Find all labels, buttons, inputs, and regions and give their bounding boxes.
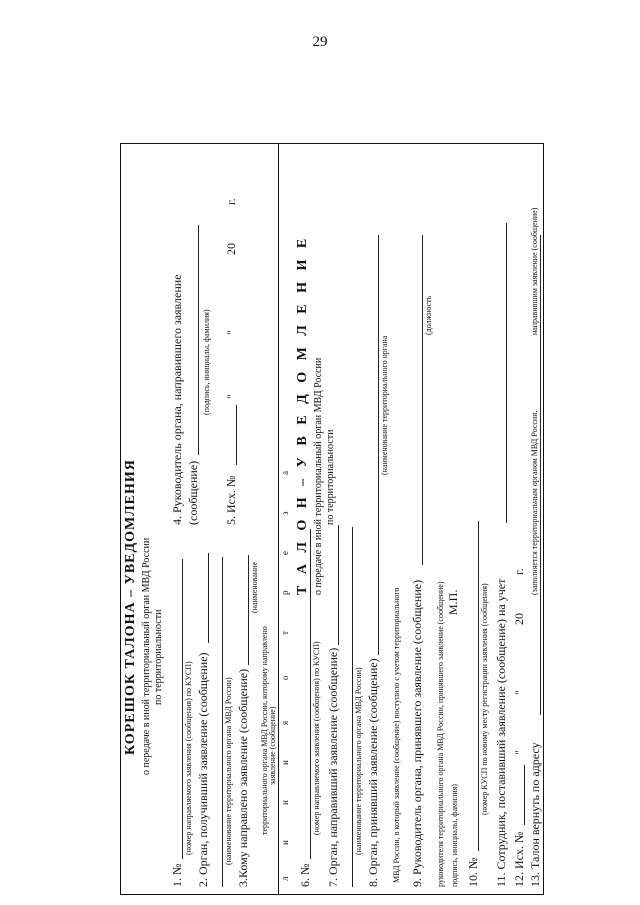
talon-field-9-note-b: руководителя территориального органа МВД России, принявшего заявление (сообщение) — [436, 581, 445, 887]
talon-field-6-line — [310, 529, 311, 859]
cut-letter: е — [280, 551, 290, 555]
cut-letter: о — [280, 675, 290, 680]
talon-field-8-note-a: (наименование территориального органа — [380, 335, 389, 475]
stub-field-5-line — [236, 405, 237, 465]
talon-field-6-note: (номер направляемого заявления (сообщения) по КУСП) — [312, 641, 321, 835]
stub-field-2: 2. Орган, получивший заявление (сообщение) — [196, 652, 210, 887]
talon-field-12: 12. Исх. № — [512, 831, 526, 887]
talon-subtitle2: по территориальности — [325, 429, 336, 525]
page-number: 29 — [312, 34, 328, 50]
cut-letter: и — [280, 840, 290, 845]
talon-field-12-g: г. — [512, 568, 526, 575]
cut-letter: н — [280, 800, 290, 805]
talon-field-6: 6. № — [298, 863, 312, 887]
talon-field-10-note: (номер КУСП по новому месту регистрации заявления (сообщения) — [480, 583, 489, 815]
stub-field-3-line — [248, 555, 249, 665]
stub-field-3-note-c: заявление (сообщение) — [268, 706, 277, 785]
talon-field-7-line — [338, 525, 339, 645]
stub-divider — [278, 143, 279, 895]
stub-field-4: 4. Руководитель органа, направившего заявление — [170, 274, 184, 525]
talon-field-7: 7. Орган, направивший заявление (сообщение) — [326, 647, 340, 887]
talon-title: Т А Л О Н – У В Е Д О М Л Е Н И Е — [295, 234, 310, 595]
stub-subtitle2: по территориальности — [153, 609, 164, 705]
talon-field-9-note-a: (должность — [424, 295, 433, 335]
stub-title: КОРЕШОК ТАЛОНА – УВЕДОМЛЕНИЯ — [123, 459, 138, 755]
talon-field-11-line — [506, 223, 507, 523]
talon-field-9-mp: М.П. — [446, 589, 460, 615]
talon-field-8-note-b: МВД России, в который заявление (сообщение) поступило с учетом территориального — [392, 587, 401, 883]
talon-field-13-note-b: направившим заявление (сообщение) — [530, 207, 539, 335]
talon-field-13: 13. Талон вернуть по адресу — [528, 742, 542, 887]
talon-field-10: 10. № — [466, 857, 480, 887]
stub-field-5-20: 20 — [224, 243, 238, 255]
stub-subtitle: о передаче в иной территориальный орган МВД России — [141, 537, 152, 775]
talon-field-10-line — [478, 521, 479, 851]
stub-field-3-note-a: (наименование — [250, 561, 259, 613]
cut-letter: л — [280, 876, 290, 881]
stub-field-2-line — [208, 553, 209, 643]
stub-field-5-q2: " — [224, 330, 238, 335]
stub-field-1-line — [182, 559, 183, 859]
stub-field-4-note: (подпись, инициалы, фамилия) — [202, 309, 211, 415]
talon-subtitle: о передаче в иной территориальный орган МВД России — [313, 357, 324, 595]
rotated-form — [120, 143, 544, 895]
stub-field-1-note: (номер направляемого заявления (сообщения) по КУСП) — [184, 661, 193, 855]
stub-field-1: 1. № — [170, 863, 184, 887]
talon-field-13-note: (заполняется территориальным органом МВД России, — [530, 410, 539, 595]
cut-letter: т — [280, 631, 290, 635]
talon-field-9-line — [422, 235, 423, 565]
cut-letter: з — [280, 511, 290, 515]
talon-field-12-q2: " — [512, 690, 526, 695]
cut-letter: а — [280, 471, 290, 475]
stub-field-2-note: (наименование территориального органа МВД России) — [224, 677, 233, 865]
stub-field-5: 5. Исх. № — [224, 475, 238, 525]
cut-letter: р — [280, 590, 290, 595]
stub-field-3-note-b: территориального органа МВД России, которому направлено — [260, 626, 269, 835]
cut-letter: я — [280, 720, 290, 725]
talon-field-8: 8. Орган, принявший заявление (сообщение) — [366, 658, 380, 887]
stub-field-5-g: г. — [224, 198, 238, 205]
talon-field-13-line — [540, 235, 541, 715]
talon-field-7-note: (наименование территориального органа МВД России) — [354, 667, 363, 855]
talon-field-12-line — [524, 765, 525, 825]
talon-field-9: 9. Руководитель органа, принявшего заявление (сообщение) — [410, 579, 424, 887]
stub-field-2-line2 — [222, 557, 223, 887]
talon-field-12-q1: " — [512, 750, 526, 755]
talon-field-7-line2 — [352, 527, 353, 887]
stub-field-5-q1: " — [224, 394, 238, 399]
stub-field-3: 3.Кому направлено заявление (сообщение) — [236, 668, 250, 887]
talon-field-9-note-c: подпись, инициалы, фамилия) — [450, 784, 459, 887]
stub-field-4-line — [198, 225, 199, 455]
cut-letter: и — [280, 760, 290, 765]
talon-field-12-20: 20 — [512, 613, 526, 625]
talon-field-11: 11. Сотрудник, поставивший заявление (сообщение) на учет — [494, 578, 508, 887]
talon-field-8-line — [378, 235, 379, 655]
stub-field-4b: (сообщение) — [186, 460, 200, 525]
